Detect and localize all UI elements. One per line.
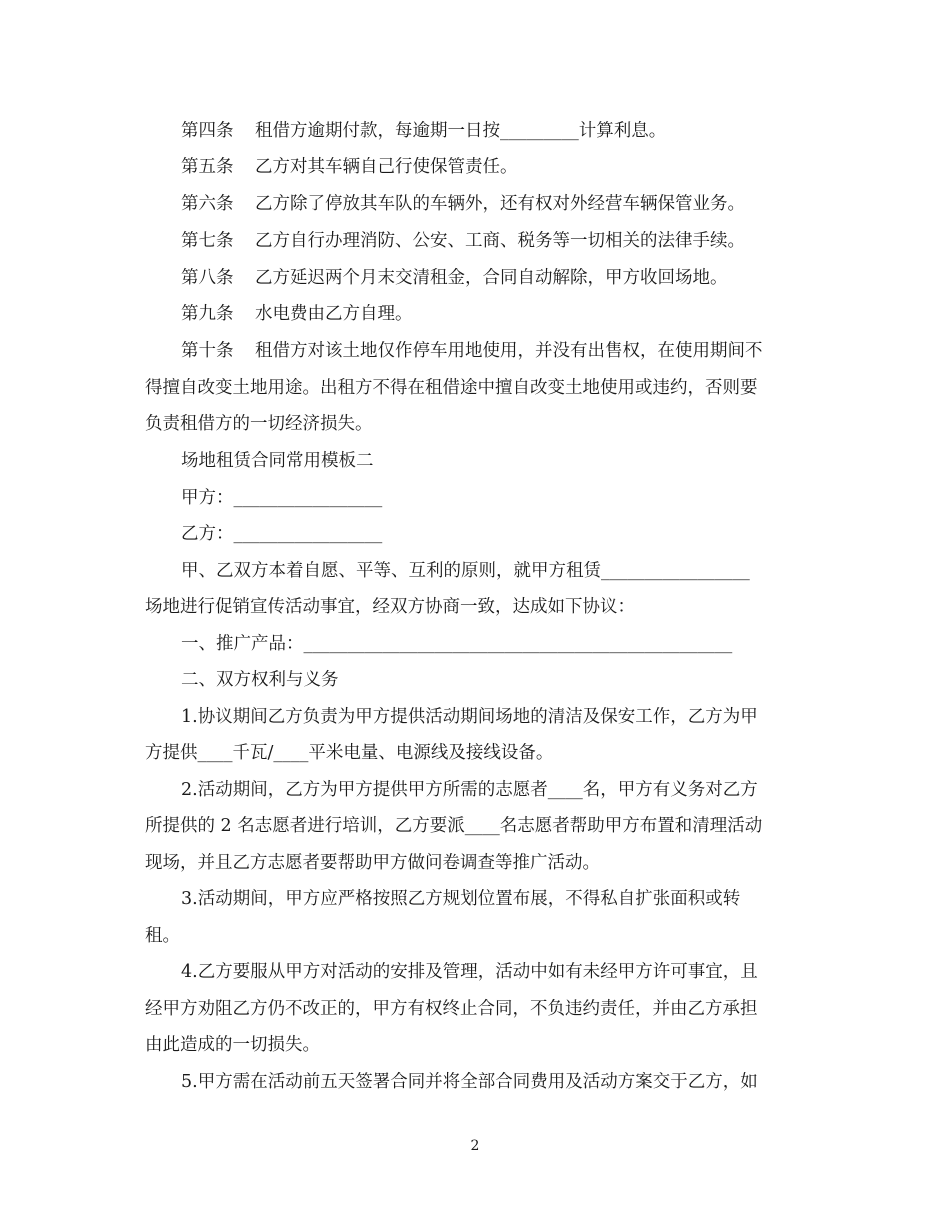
intro-paragraph-continued: 场地进行促销宣传活动事宜，经双方协商一致，达成如下协议： — [145, 597, 635, 617]
party-b-field: 乙方：_________________ — [181, 524, 383, 544]
page-number: 2 — [470, 1138, 480, 1154]
article-10: 第十条 租借方对该土地仅作停车用地使用，并没有出售权，在使用期间不 — [181, 341, 763, 361]
section-heading-rights: 二、双方权利与义务 — [181, 670, 339, 690]
clause-2-continued: 所提供的 2 名志愿者进行培训，乙方要派____名志愿者帮助甲方布置和清理活动 — [145, 816, 763, 836]
clause-4-continued: 由此造成的一切损失。 — [145, 1035, 320, 1055]
clause-3: 3.活动期间，甲方应严格按照乙方规划位置布展，不得私自扩张面积或转 — [181, 889, 741, 909]
clause-1-continued: 方提供____千瓦/____平米电量、电源线及接线设备。 — [145, 743, 554, 763]
clause-4: 4.乙方要服从甲方对活动的安排及管理，活动中如有未经甲方许可事宜，且 — [181, 962, 758, 982]
clause-5: 5.甲方需在活动前五天签署合同并将全部合同费用及活动方案交于乙方，如 — [181, 1072, 758, 1092]
clause-2: 2.活动期间，乙方为甲方提供甲方所需的志愿者____名，甲方有义务对乙方 — [181, 780, 758, 800]
clause-2-continued: 现场，并且乙方志愿者要帮助甲方做问卷调查等推广活动。 — [145, 853, 600, 873]
article-10-continued: 负责租借方的一切经济损失。 — [145, 414, 373, 434]
article-5: 第五条 乙方对其车辆自己行使保管责任。 — [181, 157, 518, 177]
section-heading-products: 一、推广产品：_________________________________________________ — [181, 634, 733, 654]
party-a-field: 甲方：_________________ — [181, 488, 383, 508]
article-10-continued: 得擅自改变土地用途。出租方不得在租借途中擅自改变土地使用或违约，否则要 — [145, 378, 758, 398]
article-8: 第八条 乙方延迟两个月末交清租金，合同自动解除，甲方收回场地。 — [181, 268, 728, 288]
clause-1: 1.协议期间乙方负责为甲方提供活动期间场地的清洁及保安工作，乙方为甲 — [181, 707, 758, 727]
clause-4-continued: 经甲方劝阻乙方仍不改正的，甲方有权终止合同，不负违约责任，并由乙方承担 — [145, 999, 758, 1019]
article-7: 第七条 乙方自行办理消防、公安、工商、税务等一切相关的法律手续。 — [181, 231, 745, 251]
template-title: 场地租赁合同常用模板二 — [181, 451, 374, 471]
article-6: 第六条 乙方除了停放其车队的车辆外，还有权对外经营车辆保管业务。 — [181, 194, 745, 214]
article-9: 第九条 水电费由乙方自理。 — [181, 304, 413, 324]
article-4: 第四条 租借方逾期付款，每逾期一日按_________计算利息。 — [181, 121, 667, 141]
intro-paragraph: 甲、乙双方本着自愿、平等、互利的原则，就甲方租赁_________________ — [181, 561, 750, 581]
clause-3-continued: 租。 — [145, 926, 180, 946]
